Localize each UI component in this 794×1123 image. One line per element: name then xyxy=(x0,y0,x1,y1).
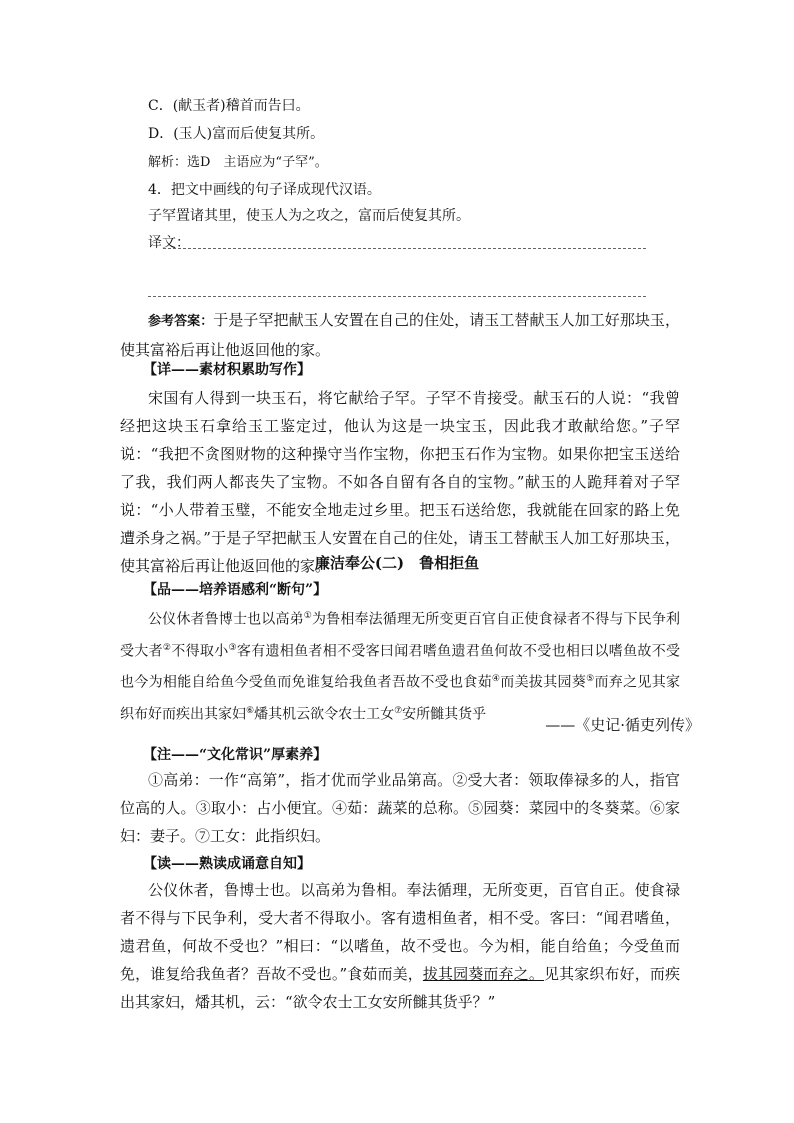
answer-line-1 xyxy=(163,248,646,249)
note-marker-1: ① xyxy=(303,611,312,621)
pin-text-h: 安所雠其货乎 xyxy=(402,706,487,723)
pin-text-g: 燔其机云欲令农士工女 xyxy=(254,706,395,723)
xiang-paragraph: 宋国有人得到一块玉石，将它献给子罕。子罕不肯接受。献玉石的人说：“我曾经把这块玉石拿给玉工鉴定过，他认为这是一块宝玉，因此我才敢献给您。”子罕说：“我把不贪图财物的这种操守当作宝物，你把玉石作为宝物。如果你把宝玉送给了我，我们两人都丧失了宝物。不如各自留有各自的宝物。”献玉的人跪拜着对子罕说：“小人带着玉璧，不能安全地走过乡里。把玉石送给您，我就能在回家的路上免遭杀身之祸。”于是子罕把献玉人安置在自己的住处，请玉工替献玉人加工好那块玉，使其富裕后再让他返回他的家。 xyxy=(120,389,680,575)
du-underlined-sentence: 拔其园葵而弃之。 xyxy=(422,965,544,983)
zhu-heading: 【注——“文化常识”厚素养】 xyxy=(143,747,328,763)
explanation: 解析：选D 主语应为“子罕”。 xyxy=(148,155,328,170)
question-4-prompt: 4．把文中画线的句子译成现代汉语。 xyxy=(148,182,381,198)
pin-text-c: 不得取小 xyxy=(171,643,229,660)
reference-answer-text: 于是子罕把献玉人安置在自己的住处，请玉工替献玉人加工好那块玉，使其富裕后再让他返回他的家。 xyxy=(120,311,680,359)
du-paragraph xyxy=(120,876,680,1016)
translation-label: 译文： xyxy=(148,235,190,251)
reference-answer xyxy=(120,306,680,364)
pin-text-f: 而弃之见其家织布好而疾出其家妇 xyxy=(120,674,681,723)
question-4-sentence: 子罕置诸其里，使玉人为之攻之，富而后使复其所。 xyxy=(148,208,470,224)
answer-line-2 xyxy=(148,296,646,297)
note-marker-3: ③ xyxy=(228,642,237,653)
pin-text-d: 客有遗相鱼者相不受客曰闻君嗜鱼遗君鱼何故不受也相曰以嗜鱼故不受也今为相能自给鱼今受鱼而免谁复给我鱼者吾故不受也食茹 xyxy=(120,643,680,691)
note-marker-4: ④ xyxy=(491,674,501,685)
pin-heading: 【品——培养语感利“断句”】 xyxy=(143,582,328,598)
pin-text-a: 公仪休者鲁博士也以高弟 xyxy=(148,611,304,628)
note-marker-5: ⑤ xyxy=(586,674,595,685)
source-citation: ——《史记·循吏列传》 xyxy=(545,716,700,734)
zhu-paragraph: ①高弟：一作“高第”，指才优而学业品第高。②受大者：领取俸禄多的人，指官位高的人。③取小：占小便宜。④茹：蔬菜的总称。⑤园葵：菜园中的冬葵菜。⑥家妇：妻子。⑦工女：此指织妇。 xyxy=(120,771,680,845)
section-title: 廉洁奉公(二) 鲁相拒鱼 xyxy=(314,554,480,572)
du-text-b: 见其家织布好，而疾出其家妇，燔其机，云：“欲令农士工女安所雠其货乎？” xyxy=(120,965,680,1011)
pin-text-e: 而美拔其园葵 xyxy=(500,674,587,691)
note-marker-6: ⑥ xyxy=(246,705,255,716)
du-heading: 【读——熟读成诵意自知】 xyxy=(143,856,311,872)
xiang-heading: 【详——素材积累助写作】 xyxy=(143,362,311,378)
note-marker-2: ② xyxy=(162,642,172,653)
note-marker-7: ⑦ xyxy=(394,705,403,716)
pin-text-b: 为鲁相奉法循理无所变更百官自正使食禄者不得与下民争利受大者 xyxy=(120,611,680,660)
du-text-a: 公仪休者，鲁博士也。以高弟为鲁相。奉法循理，无所变更，百官自正。使食禄者不得与下民争利，受大者不得取小。客有遗相鱼者，相不受。客曰：“闻君嗜鱼，遗君鱼，何故不受也？”相曰：“以嗜鱼，故不受也。今为相，能自给鱼；今受鱼而免，谁复给我鱼者？吾故不受也。”食茹而美， xyxy=(120,881,680,983)
option-d: D．(玉人)富而后使复其所。 xyxy=(148,126,325,142)
pin-paragraph xyxy=(120,602,680,729)
reference-answer-label: 参考答案： xyxy=(148,314,214,329)
option-c: C．(献玉者)稽首而告曰。 xyxy=(148,98,310,114)
